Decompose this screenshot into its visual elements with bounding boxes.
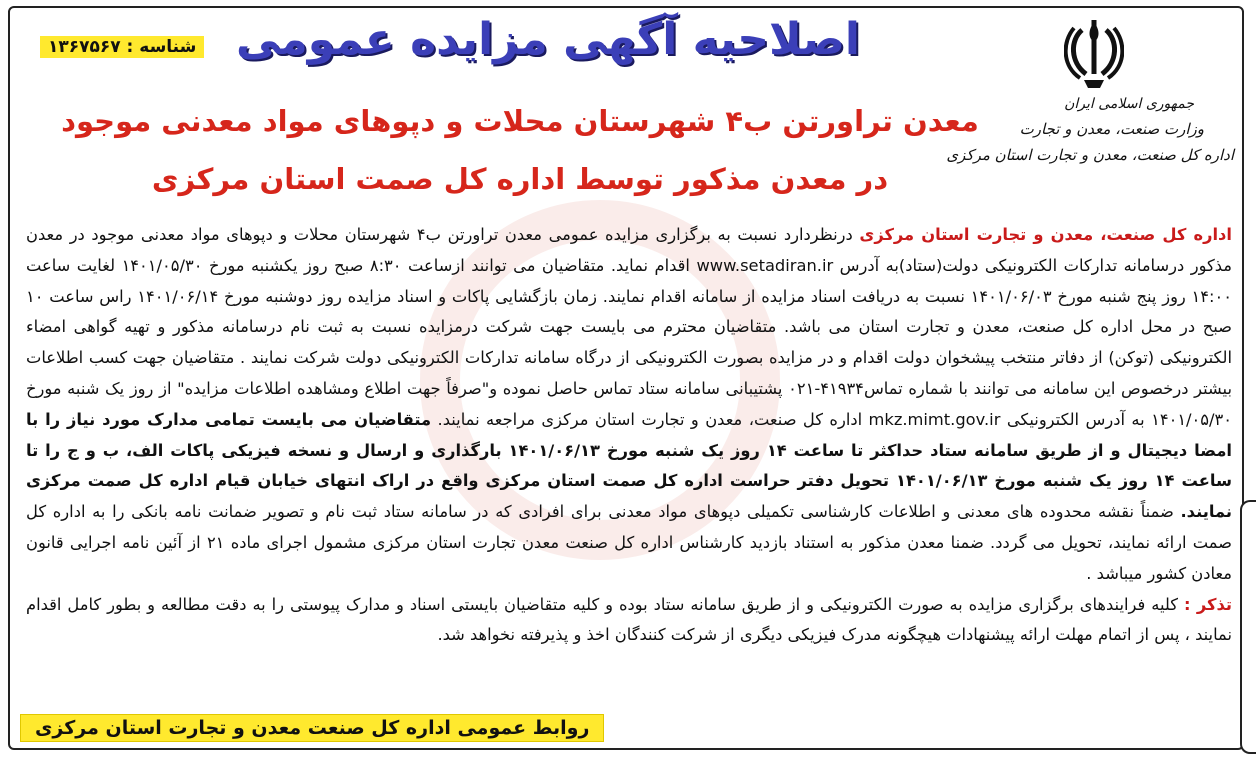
paragraph-text: درنظردارد نسبت به برگزاری مزایده عمومی معدن تراورتن ب۴ شهرستان محلات و دپوهای مواد معدنی موجود در معدن مذکور درسامانه تدارکات الکترونیکی دولت(ستاد)به آدرس www.setadiran.ir اقدام نماید. متقاضیان می توانند ازساعت ۸:۳۰ صبح روز یکشنبه مورخ ۱۴۰۱/۰۵/۳۰ لغایت ساعت ۱۴:۰۰ روز پنج شنبه مورخ ۱۴۰۱/۰۶/۰۳ نسبت به دریافت اسناد مزایده از سامانه اقدام نمایند. زمان بازگشایی پاکات و اسناد مزایده روز دوشنبه مورخ ۱۴۰۱/۰۶/۱۴ راس ساعت ۱۰ صبح در محل اداره کل صنعت، معدن و تجارت استان می باشد. متقاضیان محترم می بایست جهت شرکت درمزایده نسبت به ثبت نام درسامانه مذکور و تهیه گواهی امضاء الکترونیکی (توکن) از دفاتر منتخب پیشخوان دولت اقدام و در مزایده بصورت الکترونیکی از درگاه سامانه تدارکات الکترونیکی دولت شرکت نمایند . متقاضیان جهت کسب اطلاعات بیشتر درخصوص این سامانه می توانند با شماره تماس۴۱۹۳۴-۰۲۱ پشتیبانی سامانه ستاد تماس حاصل نموده و"صرفاً جهت اطلاع ومشاهده اطلاعات مزایده" از روز یک شنبه مورخ ۱۴۰۱/۰۵/۳۰ به آدرس الکترونیکی mkz.mimt.gov.ir اداره کل صنعت، معدن و تجارت استان مرکزی مراجعه نمایند. — [26, 225, 1233, 429]
subtitle-line-1: معدن تراورتن ب۴ شهرستان محلات و دپوهای مواد معدنی موجود — [61, 104, 979, 138]
gov-line-department: اداره کل صنعت، معدن و تجارت استان مرکزی — [946, 146, 1234, 164]
page-title: اصلاحیه آگهی مزایده عمومی — [235, 14, 860, 65]
requirements-text: متقاضیان می بایست تمامی مدارک مورد نیاز را با امضا دیجیتال و از طریق سامانه ستاد حداکثر تا ساعت ۱۴ روز یک شنبه مورخ ۱۴۰۱/۰۶/۱۳ بارگذاری و ارسال و نسخه فیزیکی پاکات الف، ب و ج را تا ساعت ۱۴ روز یک شنبه مورخ ۱۴۰۱/۰۶/۱۳ تحویل دفتر حراست اداره کل صمت استان مرکزی واقع در اراک انتهای خیابان قیام اداره کل صمت مرکزی نمایند. — [26, 409, 1232, 522]
gov-line-ministry: وزارت صنعت، معدن و تجارت — [1019, 120, 1204, 138]
main-paragraph — [26, 220, 1232, 590]
subtitle-line-2: در معدن مذکور توسط اداره کل صمت استان مرکزی — [151, 162, 889, 196]
note-paragraph — [26, 590, 1232, 652]
additional-info-text: ضمناً نقشه محدوده های معدنی و اطلاعات کارشناسی تکمیلی دپوهای مواد معدنی برای افرادی که در سامانه ستاد ثبت نام و تصویر ضمانت نامه بانکی را به اداره کل صمت ارائه نمایند، تحویل می گردد. ضمنا معدن مذکور به استناد بازدید کارشناس اداره کل صنعت معدن تجارت استان مرکزی مشمول اجرای ماده ۲۱ از آئین نامه اجرایی قانون معادن کشور میباشد . — [26, 502, 1233, 583]
notice-id-badge: شناسه : ۱۳۶۷۵۶۷ — [40, 36, 204, 58]
note-text: کلیه فرایندهای برگزاری مزایده به صورت الکترونیکی و از طریق سامانه ستاد بوده و کلیه متقاضیان بایستی اسناد و مدارک پیوستی را به دقت مطالعه و بطور کامل اقدام نمایند ، پس از اتمام مهلت ارائه پیشنهادات هیچگونه مدرک فیزیکی دیگری از شرکت کنندگان اخذ و پذیرفته نخواهد شد. — [26, 594, 1232, 645]
adjacent-notice-edge — [1240, 500, 1256, 754]
issuer-name: اداره کل صنعت، معدن و تجارت استان مرکزی — [859, 225, 1232, 244]
iran-emblem-icon — [1064, 16, 1124, 94]
gov-line-country: جمهوری اسلامی ایران — [1064, 96, 1194, 112]
note-label: تذکر : — [1183, 594, 1233, 614]
public-relations-signature: روابط عمومی اداره کل صنعت معدن و تجارت استان مرکزی — [20, 714, 604, 742]
notice-body — [26, 220, 1232, 651]
